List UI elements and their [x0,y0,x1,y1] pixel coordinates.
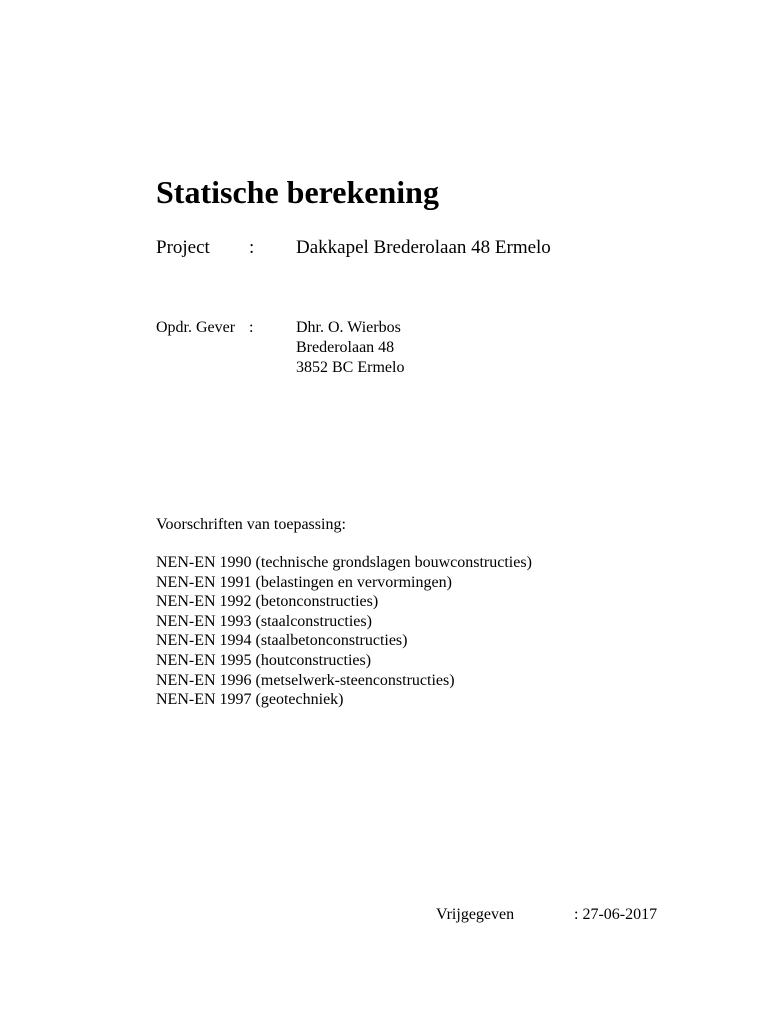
client-address [296,318,404,378]
regulation-item: NEN-EN 1992 (betonconstructies) [156,593,379,611]
client-street: Brederolaan 48 [296,339,395,356]
regulations-heading: Voorschriften van toepassing: [156,516,346,533]
regulation-item: NEN-EN 1993 (staalconstructies) [156,612,372,630]
project-colon: : [249,237,255,258]
regulation-item: NEN-EN 1997 (geotechniek) [156,691,344,709]
release-date: : 27-06-2017 [574,906,658,923]
project-label: Project [156,237,210,258]
regulations-list [156,553,532,710]
client-label: Opdr. Gever [156,319,236,336]
regulation-item: NEN-EN 1990 (technische grondslagen bouwconstructies) [156,554,532,571]
client-colon: : [249,319,254,336]
client-name: Dhr. O. Wierbos [296,319,401,336]
release-label: Vrijgegeven [436,906,515,923]
regulation-item: NEN-EN 1994 (staalbetonconstructies) [156,632,408,650]
regulation-item: NEN-EN 1995 (houtconstructies) [156,651,372,669]
client-city: 3852 BC Ermelo [296,359,405,376]
regulation-item: NEN-EN 1996 (metselwerk-steenconstructies) [156,671,455,689]
document-title: Statische berekening [156,174,439,210]
project-name: Dakkapel Brederolaan 48 Ermelo [296,237,551,258]
regulation-item: NEN-EN 1991 (belastingen en vervormingen) [156,573,452,591]
